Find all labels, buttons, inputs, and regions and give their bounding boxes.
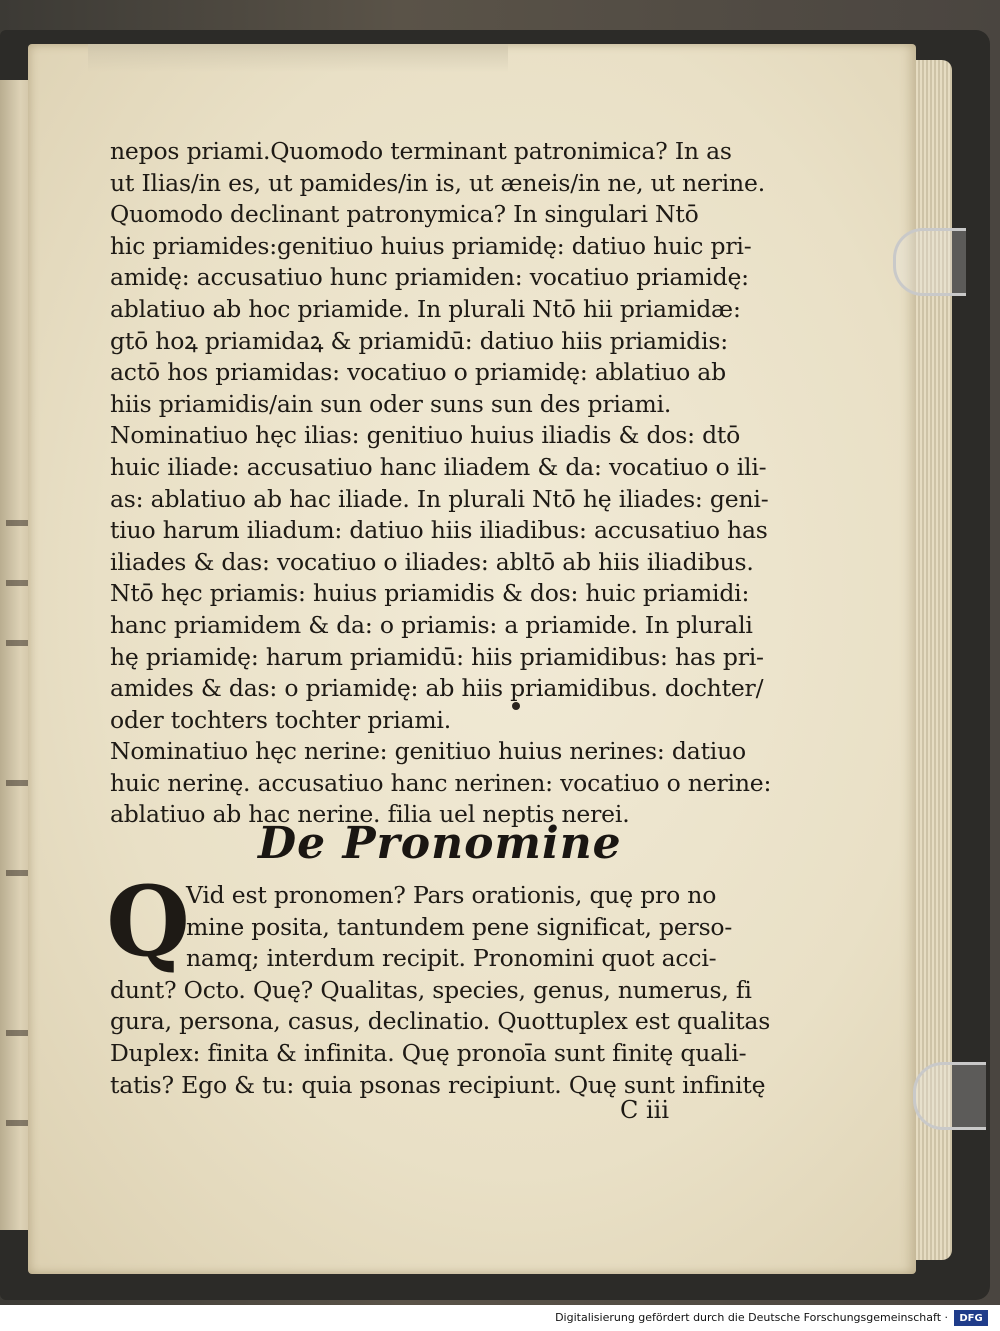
text-line: Nominatiuo hęc ilias: genitiuo huius iliadis & dos: dtō: [110, 421, 741, 450]
text-line: ablatiuo ab hoc priamide. In plurali Ntō hii priamidæ:: [110, 294, 741, 323]
text-line: dunt? Octo. Quę? Qualitas, species, genus, numerus, fi: [110, 975, 752, 1004]
section-heading: De Pronomine: [258, 818, 622, 869]
text-line: tatis? Ego & tu: quia psonas recipiunt. Quę sunt infinitę: [110, 1070, 766, 1099]
text-line: huic nerinę. accusatiuo hanc nerinen: vocatiuo o nerine:: [110, 768, 772, 797]
text-line: amides & das: o priamidę: ab hiis priamidibus. dochter/: [110, 674, 764, 703]
decorated-initial: Q: [106, 865, 190, 978]
ink-dot: [512, 702, 520, 710]
signature-mark: C iii: [620, 1096, 670, 1124]
text-line: iliades & das: vocatiuo o iliades: abltō ab hiis iliadibus.: [110, 547, 754, 576]
page-wear: [88, 44, 508, 72]
main-text: [110, 136, 772, 831]
page-clip-top: [893, 228, 966, 296]
text-line: tiuo harum iliadum: datiuo hiis iliadibus: accusatiuo has: [110, 516, 768, 545]
footer-credit: Digitalisierung gefördert durch die Deutsche Forschungsgemeinschaft ·: [555, 1311, 948, 1324]
text-line: gtō hoꝝ priamidaꝝ & priamidū: datiuo hiis priamidis:: [110, 326, 728, 355]
text-line: gura, persona, casus, declinatio. Quottuplex est qualitas: [110, 1007, 771, 1036]
text-line: hiis priamidis/ain sun oder suns sun des priami.: [110, 389, 672, 418]
text-line: actō hos priamidas: vocatiuo o priamidę: ablatiuo ab: [110, 358, 726, 387]
text-line: Duplex: finita & infinita. Quę pronoīa sunt finitę quali-: [110, 1038, 747, 1067]
text-line: hic priamides:genitiuo huius priamidę: datiuo huic pri-: [110, 231, 752, 260]
text-line: as: ablatiuo ab hac iliade. In plurali Ntō hę iliades: geni-: [110, 484, 769, 513]
text-line: Nominatiuo hęc nerine: genitiuo huius nerines: datiuo: [110, 737, 747, 766]
text-line: huic iliade: accusatiuo hanc iliadem & da: vocatiuo o ili-: [110, 452, 767, 481]
text-line: nepos priami.Quomodo terminant patronimica? In as: [110, 137, 732, 165]
dfg-logo: DFG: [954, 1310, 988, 1326]
text-line: hę priamidę: harum priamidū: hiis priamidibus: has pri-: [110, 642, 764, 671]
text-line: Quomodo declinant patronymica? In singulari Ntō: [110, 200, 699, 229]
text-line: oder tochters tochter priami.: [110, 705, 452, 734]
text-line: ablatiuo ab hac nerine. filia uel neptis nerei.: [110, 800, 630, 829]
text-line: Vid est pronomen? Pars orationis, quę pro no: [186, 881, 717, 909]
text-line: ut Ilias/in es, ut pamides/in is, ut æneis/in ne, ut nerine.: [110, 168, 765, 197]
footer-bar: [0, 1305, 1000, 1331]
pronomine-text: [110, 880, 771, 1101]
text-line: amidę: accusatiuo hunc priamiden: vocatiuo priamidę:: [110, 263, 749, 292]
text-line: hanc priamidem & da: o priamis: a priamide. In plurali: [110, 610, 753, 639]
text-line: mine posita, tantundem pene significat, perso-: [186, 912, 733, 941]
text-line: namq; interdum recipit. Pronomini quot acci-: [186, 944, 717, 973]
text-line: Ntō hęc priamis: huius priamidis & dos: huic priamidi:: [110, 579, 750, 608]
page-clip-bottom: [913, 1062, 986, 1130]
